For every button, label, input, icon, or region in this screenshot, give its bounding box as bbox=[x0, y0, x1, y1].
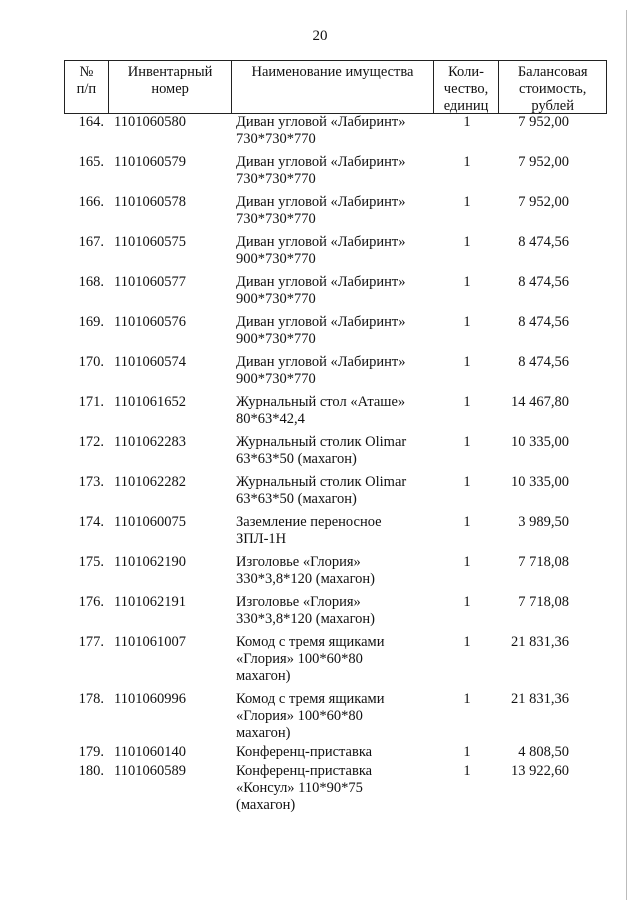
table-body bbox=[64, 114, 607, 814]
quantity: 1 bbox=[463, 274, 471, 290]
table-row bbox=[64, 514, 607, 548]
inventory-number: 1101060577 bbox=[114, 274, 186, 290]
row-number: 177. bbox=[78, 634, 104, 650]
quantity: 1 bbox=[463, 354, 471, 370]
inventory-number: 1101060140 bbox=[114, 744, 186, 760]
balance-cost: 8 474,56 bbox=[518, 274, 569, 290]
table-row bbox=[64, 274, 607, 308]
table-row bbox=[64, 394, 607, 428]
quantity: 1 bbox=[463, 554, 471, 570]
row-number: 170. bbox=[78, 354, 104, 370]
balance-cost: 3 989,50 bbox=[518, 514, 569, 530]
balance-cost: 8 474,56 bbox=[518, 354, 569, 370]
table-row bbox=[64, 314, 607, 348]
row-number: 167. bbox=[78, 234, 104, 250]
table-row bbox=[64, 474, 607, 508]
property-name: Диван угловой «Лабиринт» 730*730*770 bbox=[236, 154, 406, 187]
quantity: 1 bbox=[463, 691, 471, 707]
balance-cost: 10 335,00 bbox=[511, 434, 569, 450]
property-name: Журнальный столик Olimar 63*63*50 (махагон) bbox=[236, 434, 407, 467]
row-number: 164. bbox=[78, 114, 104, 130]
table-row bbox=[64, 114, 607, 148]
property-name: Журнальный стол «Аташе» 80*63*42,4 bbox=[236, 394, 406, 427]
balance-cost: 14 467,80 bbox=[511, 394, 569, 410]
balance-cost: 7 718,08 bbox=[518, 554, 569, 570]
table-row bbox=[64, 194, 607, 228]
balance-cost: 7 952,00 bbox=[518, 114, 569, 130]
header-quantity: Коли- чество, единиц bbox=[434, 61, 500, 113]
table-row bbox=[64, 634, 607, 685]
balance-cost: 13 922,60 bbox=[511, 763, 569, 779]
property-name: Диван угловой «Лабиринт» 900*730*770 bbox=[236, 314, 406, 347]
quantity: 1 bbox=[463, 594, 471, 610]
row-number: 180. bbox=[78, 763, 104, 779]
row-number: 169. bbox=[78, 314, 104, 330]
header-balance-cost: Балансовая стоимость, рублей bbox=[517, 64, 588, 114]
inventory-number: 1101060579 bbox=[114, 154, 186, 170]
property-name: Комод с тремя ящиками «Глория» 100*60*80 махагон) bbox=[236, 634, 385, 684]
inventory-number: 1101060576 bbox=[114, 314, 186, 330]
property-name: Конференц-приставка «Консул» 110*90*75 (махагон) bbox=[236, 763, 373, 813]
property-name: Диван угловой «Лабиринт» 900*730*770 bbox=[236, 274, 406, 307]
row-number: 175. bbox=[78, 554, 104, 570]
balance-cost: 7 952,00 bbox=[518, 154, 569, 170]
balance-cost: 21 831,36 bbox=[511, 691, 569, 707]
header-num: № п/п bbox=[65, 61, 109, 113]
property-name: Изголовье «Глория» 330*3,8*120 (махагон) bbox=[236, 554, 376, 587]
inventory-number: 1101061652 bbox=[114, 394, 186, 410]
row-number: 174. bbox=[78, 514, 104, 530]
quantity: 1 bbox=[463, 763, 471, 779]
row-number: 173. bbox=[78, 474, 104, 490]
row-number: 168. bbox=[78, 274, 104, 290]
table-row bbox=[64, 594, 607, 628]
inventory-number: 1101060580 bbox=[114, 114, 186, 130]
row-number: 172. bbox=[78, 434, 104, 450]
row-number: 176. bbox=[78, 594, 104, 610]
quantity: 1 bbox=[463, 434, 471, 450]
table-row bbox=[64, 154, 607, 188]
inventory-number: 1101060996 bbox=[114, 691, 186, 707]
property-name: Диван угловой «Лабиринт» 900*730*770 bbox=[236, 354, 406, 387]
table-row bbox=[64, 554, 607, 588]
balance-cost: 7 718,08 bbox=[518, 594, 569, 610]
inventory-number: 1101060578 bbox=[114, 194, 186, 210]
quantity: 1 bbox=[463, 234, 471, 250]
scan-edge-line bbox=[626, 10, 627, 900]
quantity: 1 bbox=[463, 514, 471, 530]
row-number: 179. bbox=[78, 744, 104, 760]
quantity: 1 bbox=[463, 474, 471, 490]
property-name: Комод с тремя ящиками «Глория» 100*60*80 махагон) bbox=[236, 691, 385, 741]
header-property-name: Наименование имущества bbox=[232, 61, 433, 113]
table-row bbox=[64, 354, 607, 388]
property-name: Диван угловой «Лабиринт» 900*730*770 bbox=[236, 234, 406, 267]
balance-cost: 10 335,00 bbox=[511, 474, 569, 490]
table-row bbox=[64, 691, 607, 742]
quantity: 1 bbox=[463, 154, 471, 170]
inventory-number: 1101060574 bbox=[114, 354, 186, 370]
table-row bbox=[64, 744, 607, 761]
inventory-number: 1101061007 bbox=[114, 634, 186, 650]
quantity: 1 bbox=[463, 194, 471, 210]
inventory-number: 1101062283 bbox=[114, 434, 186, 450]
quantity: 1 bbox=[463, 634, 471, 650]
property-name: Журнальный столик Olimar 63*63*50 (махагон) bbox=[236, 474, 407, 507]
table-row bbox=[64, 234, 607, 268]
property-name: Диван угловой «Лабиринт» 730*730*770 bbox=[236, 114, 406, 147]
inventory-number: 1101062190 bbox=[114, 554, 186, 570]
quantity: 1 bbox=[463, 394, 471, 410]
property-name: Изголовье «Глория» 330*3,8*120 (махагон) bbox=[236, 594, 376, 627]
inventory-number: 1101062282 bbox=[114, 474, 186, 490]
row-number: 166. bbox=[78, 194, 104, 210]
balance-cost: 21 831,36 bbox=[511, 634, 569, 650]
property-name: Конференц-приставка bbox=[236, 744, 373, 760]
page-number: 20 bbox=[312, 28, 328, 44]
table-row bbox=[64, 434, 607, 468]
balance-cost: 7 952,00 bbox=[518, 194, 569, 210]
quantity: 1 bbox=[463, 314, 471, 330]
header-inventory-number: Инвентарный номер bbox=[109, 61, 233, 113]
property-name: Заземление переносное ЗПЛ-1Н bbox=[236, 514, 382, 547]
table-header bbox=[64, 60, 607, 114]
inventory-number: 1101060589 bbox=[114, 763, 186, 779]
row-number: 178. bbox=[78, 691, 104, 707]
balance-cost: 4 808,50 bbox=[518, 744, 569, 760]
property-name: Диван угловой «Лабиринт» 730*730*770 bbox=[236, 194, 406, 227]
balance-cost: 8 474,56 bbox=[518, 314, 569, 330]
quantity: 1 bbox=[463, 114, 471, 130]
table-row bbox=[64, 763, 607, 814]
inventory-number: 1101062191 bbox=[114, 594, 186, 610]
inventory-number: 1101060075 bbox=[114, 514, 186, 530]
balance-cost: 8 474,56 bbox=[518, 234, 569, 250]
quantity: 1 bbox=[463, 744, 471, 760]
row-number: 171. bbox=[78, 394, 104, 410]
inventory-number: 1101060575 bbox=[114, 234, 186, 250]
row-number: 165. bbox=[78, 154, 104, 170]
